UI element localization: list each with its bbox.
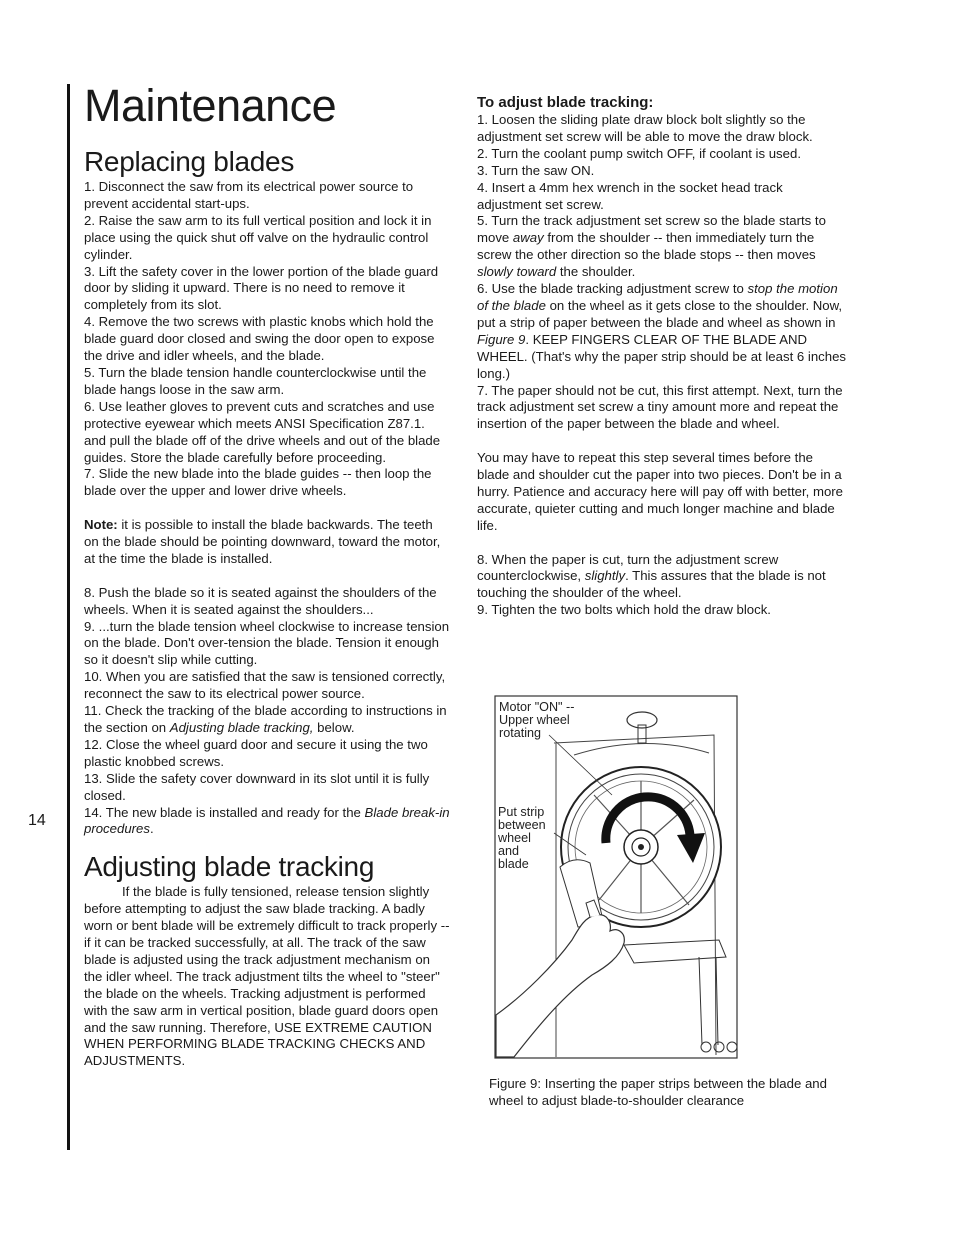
replace-step-2: 2. Raise the saw arm to its full vertical position and lock it in place using the quick shut off valve on the hydraulic control cylinder. <box>84 212 432 262</box>
right-column <box>477 94 847 619</box>
replace-step-10: 10. When you are satisfied that the saw is tensioned correctly, reconnect the saw to its electrical power source. <box>84 669 446 702</box>
adjust-repeat-note: You may have to repeat this step several times before the blade and shoulder cut the paper into two pieces. Don't be in a hurry. Patience and accuracy here will pay off with better, more accurate, quieter cutting and much longer machine and blade life. <box>477 450 844 533</box>
figure-reference: Figure 9 <box>477 331 526 347</box>
adjust-step-4: 4. Insert a 4mm hex wrench in the socket head track adjustment set screw. <box>477 179 783 212</box>
replace-step-4: 4. Remove the two screws with plastic knobs which hold the blade guard door closed and swing the door open to expose the drive and idler wheels, and the blade. <box>84 314 435 364</box>
replace-step-9: 9. ...turn the blade tension wheel clockwise to increase tension on the blade. Don't over-tension the blade. Tension it enough so it doesn't slip while cutting. <box>84 618 450 668</box>
replace-step-7: 7. Slide the new blade into the blade guides -- then loop the blade over the upper and lower drive wheels. <box>84 466 432 499</box>
figure-9-illustration <box>494 695 738 1060</box>
motor-on-label: Motor "ON" -- Upper wheel rotating <box>499 700 575 740</box>
replace-step-3: 3. Lift the safety cover in the lower portion of the blade guard door by sliding it upward. There is no need to remove it completely from its slot. <box>84 263 439 313</box>
page-number: 14 <box>28 812 46 829</box>
note-label: Note: <box>84 517 118 533</box>
replace-step-5: 5. Turn the blade tension handle counterclockwise until the blade hangs loose in the saw arm. <box>84 364 427 397</box>
adjust-step-8: 8. When the paper is cut, turn the adjustment screw counterclockwise, slightly. This assures that the blade is not touching the shoulder of the wheel. <box>477 551 826 601</box>
break-in-reference: Blade break-in procedures <box>84 804 450 837</box>
replace-step-12: 12. Close the wheel guard door and secure it using the two plastic knobbed screws. <box>84 736 428 769</box>
saw-wheel-drawing <box>494 695 738 1060</box>
replace-step-13: 13. Slide the safety cover downward in its slot until it is fully closed. <box>84 770 430 803</box>
page-title: Maintenance <box>84 80 337 131</box>
adjust-step-3: 3. Turn the saw ON. <box>477 162 595 178</box>
adjust-step-2: 2. Turn the coolant pump switch OFF, if coolant is used. <box>477 145 801 161</box>
replace-step-14: 14. The new blade is installed and ready for the Blade break-in procedures. <box>84 804 450 837</box>
adjusting-tracking-reference: Adjusting blade tracking, <box>169 719 314 735</box>
adjust-step-9: 9. Tighten the two bolts which hold the draw block. <box>477 602 771 618</box>
adjust-tracking-heading: To adjust blade tracking: <box>477 94 654 111</box>
note-text: it is possible to install the blade backwards. The teeth on the blade should be pointing downward, toward the motor, at the time the blade is installed. <box>84 517 441 566</box>
replace-step-1: 1. Disconnect the saw from its electrical power source to prevent accidental start-ups. <box>84 179 414 211</box>
adjust-step-5: 5. Turn the track adjustment set screw so the blade starts to move away from the shoulder -- then immediately turn the screw the other direction so the blade stops -- then moves slowly toward the shoulder. <box>477 213 826 280</box>
figure-caption: Figure 9: Inserting the paper strips between the blade and wheel to adjust blade-to-shoulder clearance <box>489 1076 827 1108</box>
adjust-step-6: 6. Use the blade tracking adjustment screw to stop the motion of the blade on the wheel as it gets close to the shoulder. Now, put a strip of paper between the blade and wheel as shown in Figure 9. KEEP FINGERS CLEAR OF THE BLADE AND WHEEL. (That's why the paper strip should be at least 6 inches long.) <box>477 281 847 381</box>
adjusting-tracking-heading: Adjusting blade tracking <box>84 851 375 883</box>
replace-step-8: 8. Push the blade so it is seated against the shoulders of the wheels. When it is seated against the shoulders... <box>84 584 437 617</box>
replace-step-6: 6. Use leather gloves to prevent cuts and scratches and use protective eyewear which meets ANSI Specification Z87.1. and pull the blade off of the drive wheels and out of the blade guides. Store the blade carefully before proceeding. <box>84 398 441 465</box>
adjust-step-7: 7. The paper should not be cut, this first attempt. Next, turn the track adjustment set screw a tiny amount more and repeat the insertion of the paper between the blade and wheel. <box>477 382 843 432</box>
margin-rule <box>67 84 70 1150</box>
replacing-blades-heading: Replacing blades <box>84 146 295 177</box>
replace-note <box>84 517 450 568</box>
left-column <box>84 78 450 1070</box>
put-strip-label: Put strip between wheel and blade <box>498 805 546 871</box>
replace-step-11: 11. Check the tracking of the blade according to instructions in the section on Adjusting blade tracking, below. <box>84 703 447 735</box>
adjust-step-1: 1. Loosen the sliding plate draw block bolt slightly so the adjustment set screw will be able to move the draw block. <box>477 112 813 144</box>
tracking-intro: If the blade is fully tensioned, release tension slightly before attempting to adjust the saw blade tracking. A badly worn or bent blade will be extremely difficult to track properly -- if it can be tracked successfully, at all. The track of the saw blade is adjusted using the track adjustment mechanism on the idler wheel. The track adjustment tilts the wheel to "steer" the blade on the wheels. Tracking adjustment is performed with the saw arm in vertical position, blade guard doors open and the saw running. Therefore, USE EXTREME CAUTION WHEN PERFORMING BLADE TRACKING CHECKS AND ADJUSTMENTS. <box>84 884 450 1069</box>
